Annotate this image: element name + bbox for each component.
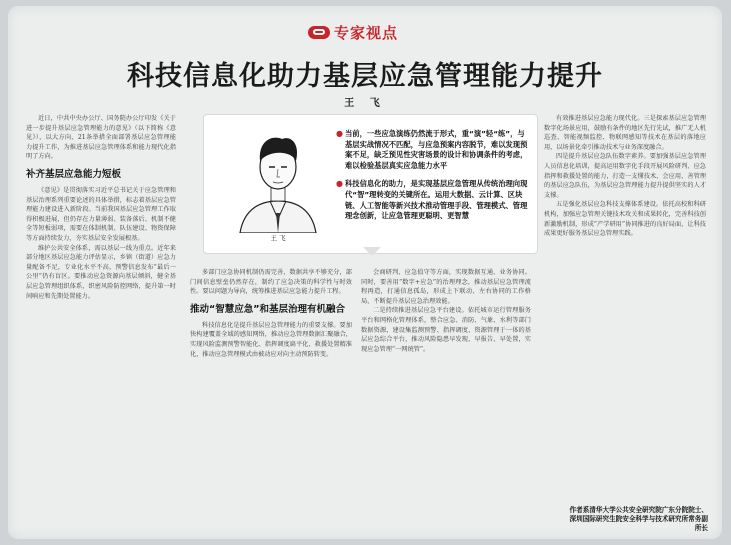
callout-bullet xyxy=(336,179,528,221)
section-header xyxy=(308,22,398,42)
article-title: 科技信息化助力基层应急管理能力提升 xyxy=(127,61,603,92)
paragraph: 多部门应急协同机制仍需完善，数据共享不够充分，部门间信息壁垒仍然存在，制约了应急决策的科学性与时效性。要以问题为导向，统筹推进基层应急能力提升工程。 xyxy=(190,269,352,296)
article-column-1 xyxy=(26,114,176,532)
article-column-3 xyxy=(361,268,531,532)
paragraph: 有效推进基层应急能力现代化。三是探索基层应急管理数字化场景应用，鼓励有条件的地区先行先试，推广无人机巡查、智能视频监控、物联网感知等技术在基层的落地应用，以场景化牵引推动技术与业务深度融合。 xyxy=(544,115,706,151)
article-column-4 xyxy=(544,114,706,494)
paragraph: 维护公共安全体系，需以基层一线为重点。近年来部分地区基层应急能力评估显示，乡镇（街道）应急力量配备不足，专业化水平不高，预警信息发布“最后一公里”仍有盲区。要推动应急资源向基层倾斜，健全基层应急管理组织体系，织密风险防控网络，提升第一时间响应和先期处置能力。 xyxy=(26,244,176,300)
bullet-icon: ● xyxy=(336,179,343,189)
section-heading: 补齐基层应急能力短板 xyxy=(26,168,122,180)
section-heading: 推动“智慧应急”和基层治理有机融合 xyxy=(190,303,345,315)
callout-bullet xyxy=(336,129,528,171)
paragraph: 二是持续推进基层应急平台建设。依托城市运行管理服务平台和网格化管理体系，整合应急、消防、气象、水利等部门数据资源，建设集监测预警、指挥调度、资源管理于一体的基层应急综合平台，推动风险隐患早发现、早报告、早处置，实现应急管理“一网统管”。 xyxy=(361,307,531,353)
article-author: 王 飞 xyxy=(344,98,386,109)
section-label: 专家视点 xyxy=(334,23,399,42)
expert-callout-box xyxy=(203,114,538,254)
bullet-text: 当前，一些应急演练仍然流于形式，重“演”轻“练”，与基层实战情况不匹配，与应急预案内容脱节，难以发现预案不足，缺乏预见性灾害场景的设计和协调条件的考虑，难以检验基层真实应急能力水平 xyxy=(344,129,528,170)
paragraph: 会商研判、应急值守等方面，实现数据互通、业务协同。同时，要善用“数字+应急”的治理理念，推动基层应急管理流程再造，打通信息孤岛，形成上下联动、左右协同的工作格局，不断提升基层应急治理效能。 xyxy=(361,269,531,305)
portrait-caption: 王 飞 xyxy=(270,234,286,242)
newspaper-page xyxy=(8,6,722,539)
paragraph: 科技信息化是提升基层应急管理能力的重要支撑。要加快构建覆盖全域的感知网络，推动应急管理数据汇聚融合，实现风险监测预警智能化、指挥调度扁平化、救援处置精准化，推动应急管理模式由被动应对向主动预防转变。 xyxy=(190,321,352,358)
paragraph: 四是提升基层应急队伍数字素养。要加强基层应急管理人员信息化培训，提高运用数字化手段开展风险研判、应急指挥和救援处置的能力，打造一支懂技术、会应用、善管理的基层应急队伍，为基层应急管理能力提升提供坚实的人才支撑。 xyxy=(544,153,706,199)
paragraph: 五是强化基层应急科技支撑体系建设。依托高校和科研机构，加强应急管理关键技术攻关和成果转化，完善科技创新激励机制，形成“产学研用”协同推进的良好局面，让科技成果更好服务基层应急管理实践。 xyxy=(544,201,706,238)
bullet-icon: ● xyxy=(336,129,343,138)
article-column-2 xyxy=(190,268,352,532)
paragraph: 《意见》是贯彻落实习近平总书记关于应急管理和基层治理系列重要论述的具体举措，标志着基层应急管理能力建设进入新阶段。当前我国基层应急管理工作取得积极进展，但仍存在力量薄弱、装备落后、机制不健全等短板弱项，需要在体制机制、队伍建设、物资保障等方面持续发力，夯实基层安全发展根基。 xyxy=(26,186,176,242)
newspaper-logo-icon xyxy=(308,26,330,39)
callout-pointer xyxy=(363,247,381,256)
author-footnote: 作者系清华大学公共安全研究院广东分院院士、深圳国际研究生院安全科学与技术研究所常务副所长 xyxy=(569,506,708,532)
paragraph: 近日，中共中央办公厅、国务院办公厅印发《关于进一步提升基层应急管理能力的意见》（以下简称《意见》），以大方向、21条举措全面部署基层应急管理能力提升工作，为推进基层应急管理体系和能力现代化指明了方向。 xyxy=(26,115,176,161)
author-portrait-sketch xyxy=(230,121,326,233)
callout-bullets xyxy=(336,129,528,230)
bullet-text: 科技信息化的助力，是实现基层应急管理从传统治理向现代“智”理转变的关键所在。运用大数据、云计算、区块链、人工智能等新兴技术推动管理手段、管理模式、管理理念创新，让应急管理更聪明、更智慧 xyxy=(344,179,528,221)
